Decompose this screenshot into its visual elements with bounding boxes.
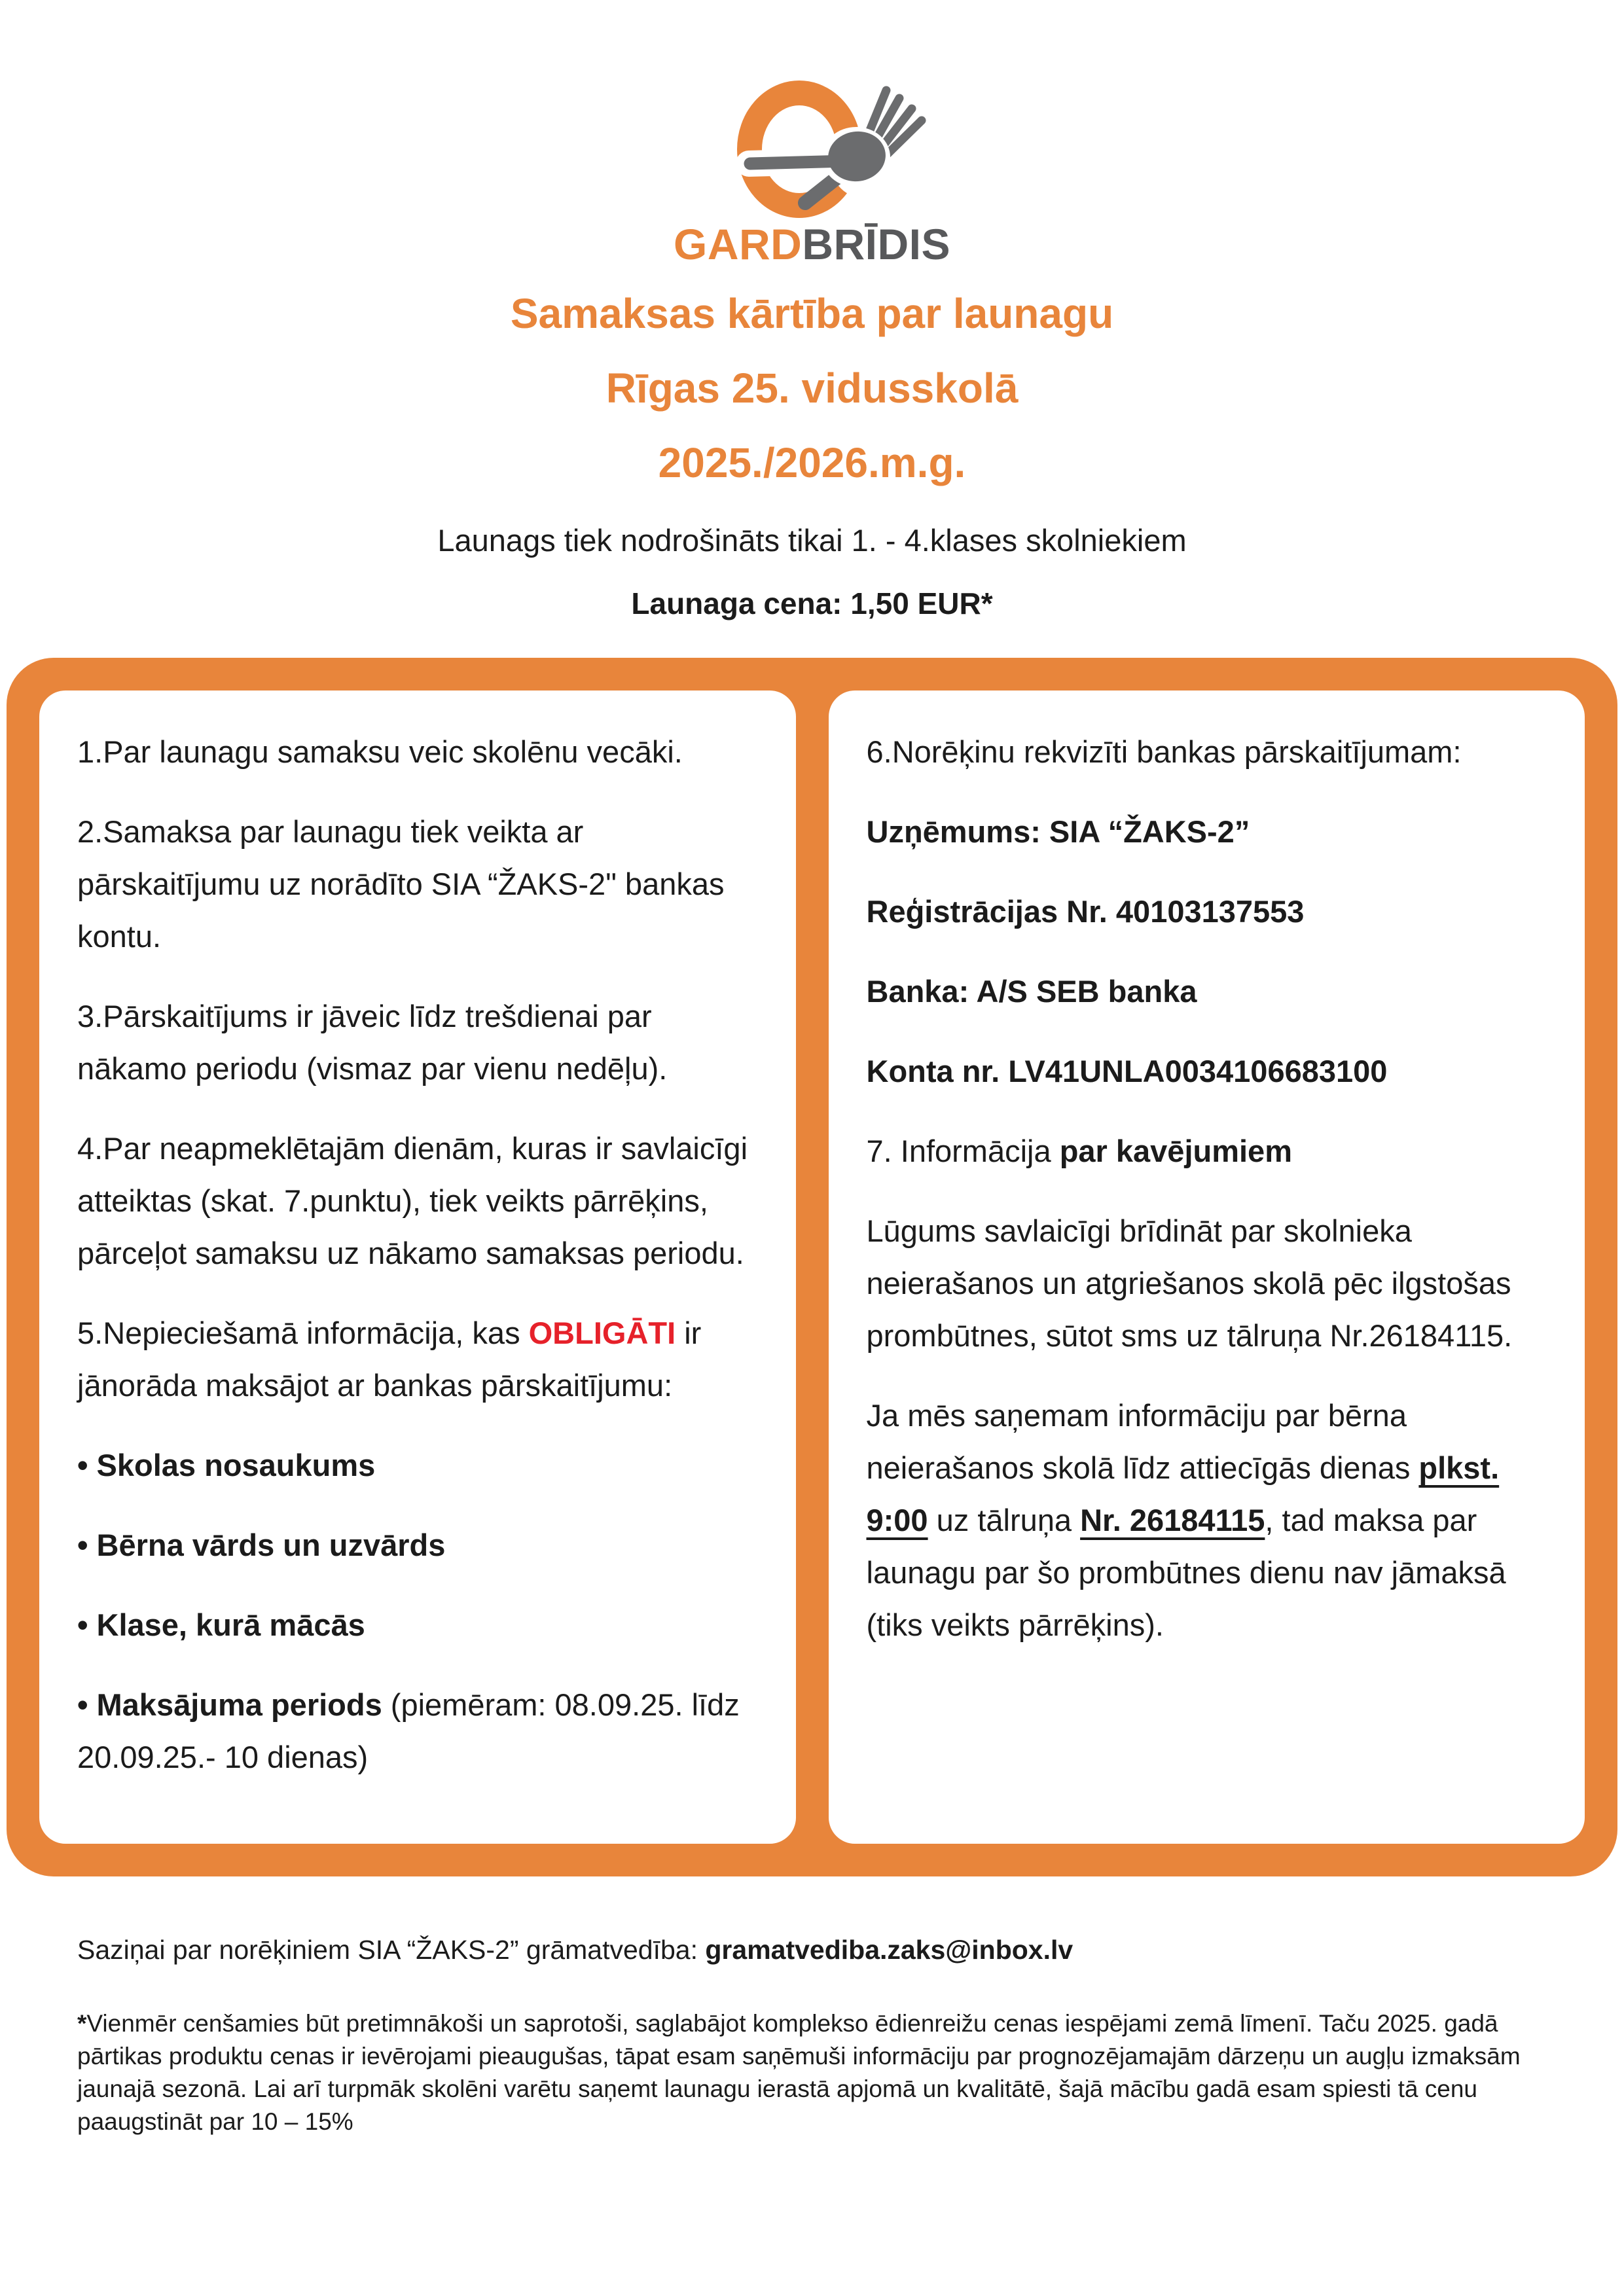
logo-graphic <box>659 79 966 219</box>
paragraph-item6 <box>867 726 1547 778</box>
page-title-line2: Rīgas 25. vidusskolā <box>605 365 1019 412</box>
text-segment: • Klase, kurā mācās <box>77 1607 365 1642</box>
bank-detail-regnumber <box>867 886 1547 938</box>
paragraph-item2 <box>77 806 758 963</box>
text-segment: • Bērna vārds un uzvārds <box>77 1528 446 1562</box>
text-segment: Reģistrācijas Nr. 40103137553 <box>866 894 1305 929</box>
text-segment: gramatvediba.zaks@inbox.lv <box>705 1935 1074 1965</box>
footnote <box>77 2007 1568 2138</box>
text-segment: Ja mēs saņemam informāciju par bērna neierašanos skolā līdz attiecīgās dienas <box>866 1398 1419 1485</box>
logo <box>0 0 1624 266</box>
text-segment: 5.Nepieciešamā informācija, kas <box>77 1316 529 1350</box>
price-line: Launaga cena: 1,50 EUR* <box>631 586 993 620</box>
page-title-line3: 2025./2026.m.g. <box>658 439 966 486</box>
text-segment: 3.Pārskaitījums ir jāveic līdz trešdienai par nākamo periodu (vismaz par vienu nedēļu). <box>77 999 668 1086</box>
text-segment: Konta nr. LV41UNLA0034106683100 <box>866 1054 1388 1088</box>
text-segment: (piemēram: 08.09.25. līdz 20.09.25.- 10 dienas) <box>77 1687 740 1774</box>
text-segment: plkst. 9:00 <box>866 1450 1500 1537</box>
text-segment: Banka: A/S SEB banka <box>866 974 1197 1009</box>
paragraph-item4 <box>77 1122 758 1280</box>
text-segment: Vienmēr cenšamies būt pretimnākoši un saprotoši, saglabājot komplekso ēdienreižu cenas iespējami zemā līmenī. Taču 2025. gadā pārtikas produktu cenas ir ievērojami pieaugušas, tāpat esam saņēmuši informāciju par prognozējamajām dārzeņu un augļu izmaksām jaunajā sezonā. Lai arī turpmāk skolēni varētu saņemt launagu ierastā apjomā un kvalitātē, šajā mācību gadā esam spiesti tā cenu paaugstināt par 10 – 15% <box>77 2010 1521 2135</box>
bullet-child-name <box>77 1519 758 1571</box>
text-segment: 4.Par neapmeklētajām dienām, kuras ir savlaicīgi atteiktas (skat. 7.punktu), tiek veikts pārrēķins, pārceļot samaksu uz nākamo samaksas periodu. <box>77 1131 748 1270</box>
paragraph-item7-notice <box>867 1205 1547 1362</box>
bank-detail-account <box>867 1045 1547 1098</box>
text-segment: OBLIGĀTI <box>528 1316 676 1350</box>
text-segment: Uzņēmums: SIA “ŽAKS-2” <box>866 814 1250 849</box>
paragraph-item7-refund <box>867 1390 1547 1651</box>
text-segment: • Skolas nosaukums <box>77 1448 376 1482</box>
text-segment: par kavējumiem <box>1059 1134 1292 1168</box>
paragraph-item5 <box>77 1307 758 1412</box>
subtitle: Launags tiek nodrošināts tikai 1. - 4.klases skolniekiem <box>437 523 1187 558</box>
text-segment: Nr. 26184115 <box>1080 1503 1265 1537</box>
text-segment: 1.Par launagu samaksu veic skolēnu vecāki. <box>77 734 683 769</box>
text-segment: 7. Informācija <box>866 1134 1060 1168</box>
text-segment: Saziņai par norēķiniem SIA “ŽAKS-2” grāmatvedība: <box>77 1935 706 1965</box>
bullet-payment-period <box>77 1679 758 1784</box>
bank-detail-bank <box>867 965 1547 1018</box>
left-panel <box>39 691 796 1844</box>
text-segment: • Maksājuma periods <box>77 1687 391 1722</box>
brand-gard: GARD <box>673 220 803 268</box>
text-segment: Lūgums savlaicīgi brīdināt par skolnieka neierašanos un atgriešanos skolā pēc ilgstošas prombūtnes, sūtot sms uz tālruņa Nr.26184115. <box>866 1213 1513 1353</box>
header-titles <box>0 290 1624 486</box>
brand-wordmark <box>0 222 1624 266</box>
bullet-school-name <box>77 1439 758 1492</box>
text-segment: ir jānorāda maksājot ar bankas pārskaitījumu: <box>77 1316 702 1403</box>
paragraph-item7 <box>867 1125 1547 1177</box>
brand-bridis: BRĪDIS <box>802 220 950 268</box>
text-segment: 6.Norēķinu rekvizīti bankas pārskaitījumam: <box>866 734 1462 769</box>
bullet-class <box>77 1599 758 1651</box>
text-segment: 2.Samaksa par launagu tiek veikta ar pārskaitījumu uz norādīto SIA “ŽAKS-2" bankas kontu. <box>77 814 725 954</box>
text-segment: uz tālruņa <box>928 1503 1081 1537</box>
contact-line <box>77 1933 1559 1967</box>
bank-detail-company <box>867 806 1547 858</box>
text-segment: , tad maksa par launagu par šo prombūtnes dienu nav jāmaksā (tiks veikts pārrēķins). <box>866 1503 1506 1642</box>
page-title-line1: Samaksas kārtība par launagu <box>510 290 1114 337</box>
paragraph-item1 <box>77 726 758 778</box>
text-segment: * <box>77 2010 87 2037</box>
paragraph-item3 <box>77 990 758 1095</box>
info-frame <box>7 658 1617 1876</box>
right-panel <box>829 691 1585 1844</box>
